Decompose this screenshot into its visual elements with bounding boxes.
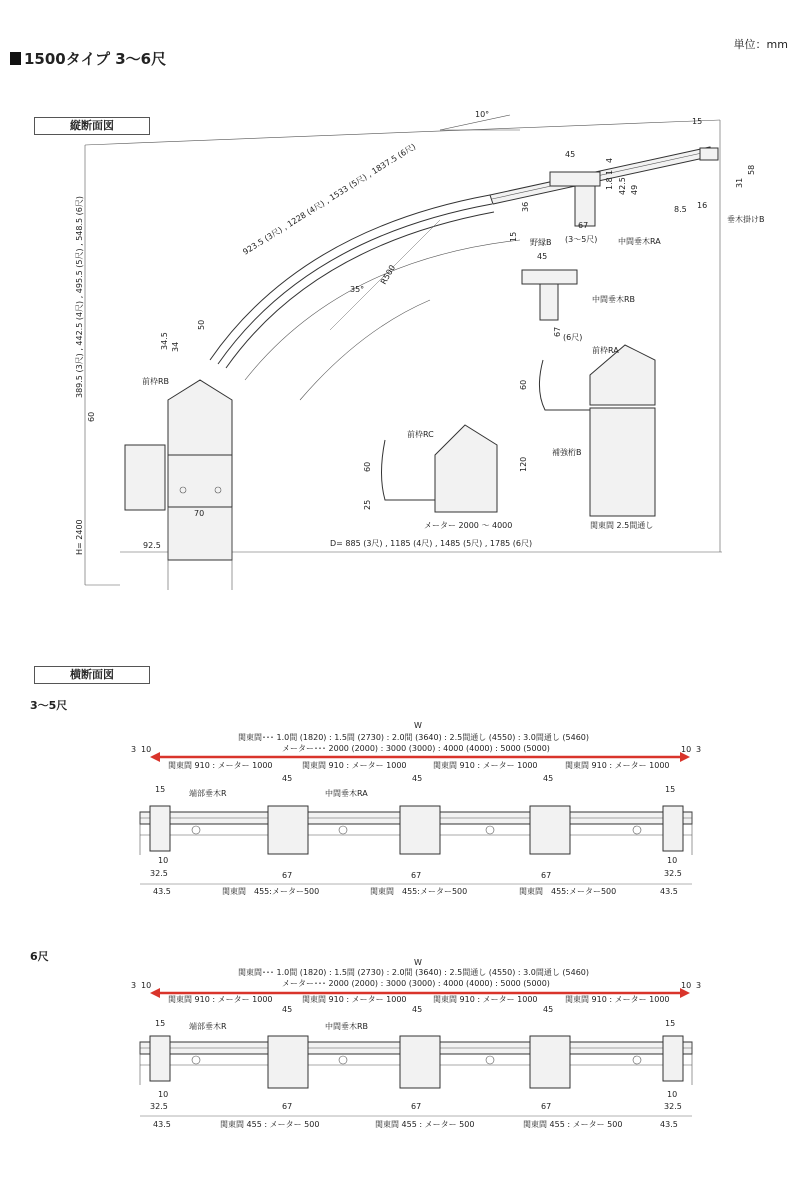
group-heading-6: 6尺 — [30, 950, 49, 963]
longitudinal-section-label: 縦断面図 — [34, 117, 150, 135]
dim-67-3: 67 — [541, 1102, 552, 1111]
label-maewaku-ra: 前枠RA — [592, 346, 619, 355]
pitch-label-2: 関東間 910 : メーター 1000 — [302, 761, 407, 770]
dim-45-2: 45 — [412, 774, 423, 783]
left-dim-3: 3 — [131, 981, 137, 990]
hole-icon — [339, 1056, 347, 1064]
mid-rafter-1 — [268, 1036, 308, 1088]
dim-8-5: 8.5 — [674, 205, 687, 214]
label-chukan-rb: 中間垂木RB — [592, 295, 636, 304]
dim-1-8: 1.8 — [605, 177, 614, 190]
label-end-rafter: 端部垂木R — [189, 789, 227, 798]
bottom-dim-3: 関東間 455 : メーター 500 — [523, 1120, 623, 1129]
dim-67-top: 67 — [578, 221, 589, 230]
dim-67-1: 67 — [282, 871, 293, 880]
spec-line-2: メーター･･･ 2000 (2000) : 3000 (3000) : 4000 (4000) : 5000 (5000) — [282, 744, 550, 753]
dim-10-left: 10 — [158, 1090, 169, 1099]
hole-icon — [486, 1056, 494, 1064]
dim-67-2: 67 — [411, 1102, 422, 1111]
bottom-dim-1: 関東間 455 : メーター 500 — [220, 1120, 320, 1129]
dim-92-5: 92.5 — [143, 541, 161, 550]
label-end-rafter: 端部垂木R — [189, 1022, 227, 1031]
dim-45-1: 45 — [282, 1005, 293, 1014]
pitch-label-1: 関東間 910 : メーター 1000 — [168, 761, 273, 770]
label-chukan-ra: 中間垂木RA — [618, 237, 661, 246]
bottom-dim-right: 43.5 — [660, 1120, 678, 1129]
label-nokigeta-b: 野縁B — [530, 238, 552, 247]
dim-60-rc: 60 — [363, 461, 372, 472]
end-rafter-right — [663, 1036, 683, 1081]
left-dim-3: 3 — [131, 745, 137, 754]
dim-34-5: 34.5 — [160, 332, 169, 350]
w-label: W — [414, 721, 422, 730]
label-maewaku-rc: 前枠RC — [407, 430, 434, 439]
dim-34: 34 — [171, 341, 180, 352]
right-dim-3: 3 — [696, 745, 702, 754]
dim-45-1: 45 — [282, 774, 293, 783]
angle-top-label: 10° — [475, 110, 490, 119]
right-dim-10: 10 — [681, 745, 692, 754]
dim-70: 70 — [194, 509, 205, 518]
dim-45-top: 45 — [565, 150, 576, 159]
dim-15-left: 15 — [155, 785, 166, 794]
label-maewaku-rb: 前枠RB — [142, 377, 170, 386]
spec-line-2: メーター･･･ 2000 (2000) : 3000 (3000) : 4000 (4000) : 5000 (5000) — [282, 979, 550, 988]
dim-50: 50 — [197, 319, 206, 330]
bottom-dim-3: 関東間 455:メーター500 — [519, 887, 617, 896]
bottom-dim-right: 43.5 — [660, 887, 678, 896]
end-rafter-left — [150, 1036, 170, 1081]
arc-length-label: 923.5 (3尺) , 1228 (4尺) , 1533 (5尺) , 1837.5 (6尺) — [241, 142, 418, 257]
dim-32-5-left: 32.5 — [150, 869, 168, 878]
left-height-label: 389.5 (3尺) , 442.5 (4尺) , 495.5 (5尺) , 548.5 (6尺) — [75, 196, 84, 398]
pitch-label-1: 関東間 910 : メーター 1000 — [168, 995, 273, 1004]
dim-49: 49 — [630, 184, 639, 195]
dim-15-left: 15 — [155, 1019, 166, 1028]
dim-1: 1 — [605, 169, 614, 175]
label-taruki-b: 垂木掛けB — [727, 215, 765, 224]
label-mid-rafter: 中間垂木RA — [325, 789, 368, 798]
dim-45-rb: 45 — [537, 252, 548, 261]
label-ra-range: (3〜5尺) — [565, 235, 598, 244]
dim-15-top: 15 — [692, 117, 703, 126]
total-height-label: H= 2400 — [75, 519, 84, 555]
right-dim-3: 3 — [696, 981, 702, 990]
transverse-section-label: 横断面図 — [34, 666, 150, 684]
w-label: W — [414, 958, 422, 967]
depth-label: D= 885 (3尺) , 1185 (4尺) , 1485 (5尺) , 1785 (6尺) — [330, 539, 533, 548]
bottom-dim-left: 43.5 — [153, 1120, 171, 1129]
dim-31: 31 — [735, 177, 744, 188]
hole-icon — [192, 1056, 200, 1064]
unit-label: 単位：mm — [733, 38, 788, 51]
dim-16: 16 — [697, 201, 708, 210]
dim-25-rc: 25 — [363, 499, 372, 510]
label-rb-6: (6尺) — [563, 333, 583, 342]
left-dim-10: 10 — [141, 745, 152, 754]
dim-45-2: 45 — [412, 1005, 423, 1014]
dim-120: 120 — [519, 456, 528, 472]
dim-32-5-right: 32.5 — [664, 1102, 682, 1111]
spec-line-1: 関東間･･･ 1.0間 (1820) : 1.5間 (2730) : 2.0間 (3640) : 2.5間通し (4550) : 3.0間通し (5460) — [238, 733, 590, 742]
mid-rafter-2 — [400, 1036, 440, 1088]
dim-60-ra: 60 — [519, 379, 528, 390]
left-dim-10: 10 — [141, 981, 152, 990]
pitch-label-3: 関東間 910 : メーター 1000 — [433, 761, 538, 770]
dim-32-5-left: 32.5 — [150, 1102, 168, 1111]
dim-36: 36 — [521, 201, 530, 212]
dim-67-1: 67 — [282, 1102, 293, 1111]
dim-58: 58 — [747, 164, 756, 175]
dim-45-3: 45 — [543, 1005, 554, 1014]
dim-32-5-right: 32.5 — [664, 869, 682, 878]
dim-4: 4 — [605, 157, 614, 163]
dim-67-rb: 67 — [553, 326, 562, 337]
arc-angle-label: 35° — [350, 285, 365, 294]
dim-45-3: 45 — [543, 774, 554, 783]
label-meter-range: メーター 2000 〜 4000 — [424, 521, 513, 530]
pitch-label-3: 関東間 910 : メーター 1000 — [433, 995, 538, 1004]
pitch-label-4: 関東間 910 : メーター 1000 — [565, 995, 670, 1004]
dim-10-right: 10 — [667, 1090, 678, 1099]
dim-10-right: 10 — [667, 856, 678, 865]
dim-10-left: 10 — [158, 856, 169, 865]
group-heading-3-5: 3〜5尺 — [30, 699, 68, 712]
arrow-left-icon — [150, 988, 160, 998]
bottom-dim-left: 43.5 — [153, 887, 171, 896]
dim-67-2: 67 — [411, 871, 422, 880]
mid-rafter-3 — [530, 1036, 570, 1088]
bottom-dim-2: 関東間 455:メーター500 — [370, 887, 468, 896]
radius-label: R500 — [378, 263, 398, 286]
bottom-dim-2: 関東間 455 : メーター 500 — [375, 1120, 475, 1129]
dim-15-right: 15 — [665, 1019, 676, 1028]
right-dim-10: 10 — [681, 981, 692, 990]
label-span-note: 関東間 2.5間通し — [590, 521, 654, 530]
label-hokyo-b: 補強桁B — [552, 448, 582, 457]
pitch-label-2: 関東間 910 : メーター 1000 — [302, 995, 407, 1004]
pitch-label-4: 関東間 910 : メーター 1000 — [565, 761, 670, 770]
dim-60-left: 60 — [87, 411, 96, 422]
hole-icon — [633, 1056, 641, 1064]
dim-67-3: 67 — [541, 871, 552, 880]
spec-line-1: 関東間･･･ 1.0間 (1820) : 1.5間 (2730) : 2.0間 (3640) : 2.5間通し (4550) : 3.0間通し (5460) — [238, 968, 590, 977]
page-title-text: 1500タイプ 3〜6尺 — [24, 50, 167, 68]
dim-42-5: 42.5 — [618, 177, 627, 195]
bottom-dim-1: 関東間 455:メーター500 — [222, 887, 320, 896]
dim-15-nokigeta: 15 — [509, 231, 518, 242]
dim-15-right: 15 — [665, 785, 676, 794]
label-mid-rafter: 中間垂木RB — [325, 1022, 369, 1031]
